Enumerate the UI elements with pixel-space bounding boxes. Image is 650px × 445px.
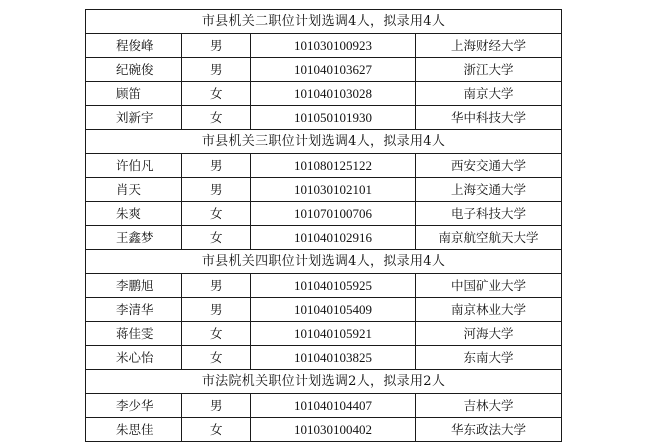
gender-cell: 女 bbox=[182, 226, 251, 250]
roster-body bbox=[86, 10, 562, 442]
gender-cell: 女 bbox=[182, 202, 251, 226]
group-header: 市县机关四职位计划选调4人，拟录用4人 bbox=[86, 250, 562, 274]
group-header-row bbox=[86, 250, 562, 274]
candidate-name-cell: 朱思佳 bbox=[86, 418, 182, 442]
gender-cell: 女 bbox=[182, 418, 251, 442]
university-cell: 南京林业大学 bbox=[416, 298, 562, 322]
table-row bbox=[86, 58, 562, 82]
university-cell: 电子科技大学 bbox=[416, 202, 562, 226]
candidate-name-cell: 李鹏旭 bbox=[86, 274, 182, 298]
table-row bbox=[86, 34, 562, 58]
university-cell: 东南大学 bbox=[416, 346, 562, 370]
candidate-name-cell: 纪碗俊 bbox=[86, 58, 182, 82]
gender-cell: 男 bbox=[182, 394, 251, 418]
candidate-roster-table bbox=[85, 9, 562, 442]
exam-number-cell: 101030100923 bbox=[251, 34, 416, 58]
gender-cell: 男 bbox=[182, 178, 251, 202]
group-header-row bbox=[86, 370, 562, 394]
gender-cell: 男 bbox=[182, 154, 251, 178]
gender-cell: 男 bbox=[182, 298, 251, 322]
table-row bbox=[86, 82, 562, 106]
exam-number-cell: 101080125122 bbox=[251, 154, 416, 178]
table-row bbox=[86, 322, 562, 346]
table-row bbox=[86, 298, 562, 322]
university-cell: 上海财经大学 bbox=[416, 34, 562, 58]
table-row bbox=[86, 346, 562, 370]
gender-cell: 男 bbox=[182, 58, 251, 82]
candidate-name-cell: 朱爽 bbox=[86, 202, 182, 226]
group-header: 市法院机关职位计划选调2人，拟录用2人 bbox=[86, 370, 562, 394]
candidate-name-cell: 蒋佳雯 bbox=[86, 322, 182, 346]
university-cell: 中国矿业大学 bbox=[416, 274, 562, 298]
candidate-name-cell: 李少华 bbox=[86, 394, 182, 418]
exam-number-cell: 101040105921 bbox=[251, 322, 416, 346]
gender-cell: 女 bbox=[182, 106, 251, 130]
exam-number-cell: 101040103028 bbox=[251, 82, 416, 106]
university-cell: 上海交通大学 bbox=[416, 178, 562, 202]
exam-number-cell: 101040103825 bbox=[251, 346, 416, 370]
gender-cell: 男 bbox=[182, 34, 251, 58]
university-cell: 河海大学 bbox=[416, 322, 562, 346]
exam-number-cell: 101040104407 bbox=[251, 394, 416, 418]
candidate-name-cell: 程俊峰 bbox=[86, 34, 182, 58]
table-row bbox=[86, 226, 562, 250]
table-row bbox=[86, 202, 562, 226]
table-row bbox=[86, 106, 562, 130]
gender-cell: 女 bbox=[182, 82, 251, 106]
exam-number-cell: 101040105409 bbox=[251, 298, 416, 322]
university-cell: 南京大学 bbox=[416, 82, 562, 106]
candidate-name-cell: 许伯凡 bbox=[86, 154, 182, 178]
gender-cell: 男 bbox=[182, 274, 251, 298]
exam-number-cell: 101030100402 bbox=[251, 418, 416, 442]
exam-number-cell: 101050101930 bbox=[251, 106, 416, 130]
group-header: 市县机关三职位计划选调4人，拟录用4人 bbox=[86, 130, 562, 154]
group-header: 市县机关二职位计划选调4人，拟录用4人 bbox=[86, 10, 562, 34]
gender-cell: 女 bbox=[182, 322, 251, 346]
candidate-name-cell: 李清华 bbox=[86, 298, 182, 322]
group-header-row bbox=[86, 10, 562, 34]
university-cell: 南京航空航天大学 bbox=[416, 226, 562, 250]
university-cell: 华中科技大学 bbox=[416, 106, 562, 130]
group-header-row bbox=[86, 130, 562, 154]
exam-number-cell: 101040103627 bbox=[251, 58, 416, 82]
university-cell: 吉林大学 bbox=[416, 394, 562, 418]
candidate-name-cell: 王鑫梦 bbox=[86, 226, 182, 250]
candidate-name-cell: 肖天 bbox=[86, 178, 182, 202]
exam-number-cell: 101040105925 bbox=[251, 274, 416, 298]
table-row bbox=[86, 274, 562, 298]
university-cell: 华东政法大学 bbox=[416, 418, 562, 442]
exam-number-cell: 101070100706 bbox=[251, 202, 416, 226]
table-row bbox=[86, 394, 562, 418]
exam-number-cell: 101030102101 bbox=[251, 178, 416, 202]
candidate-name-cell: 米心怡 bbox=[86, 346, 182, 370]
candidate-name-cell: 刘新宇 bbox=[86, 106, 182, 130]
exam-number-cell: 101040102916 bbox=[251, 226, 416, 250]
university-cell: 西安交通大学 bbox=[416, 154, 562, 178]
candidate-name-cell: 顾笛 bbox=[86, 82, 182, 106]
table-row bbox=[86, 178, 562, 202]
university-cell: 浙江大学 bbox=[416, 58, 562, 82]
table-row bbox=[86, 418, 562, 442]
table-row bbox=[86, 154, 562, 178]
gender-cell: 女 bbox=[182, 346, 251, 370]
